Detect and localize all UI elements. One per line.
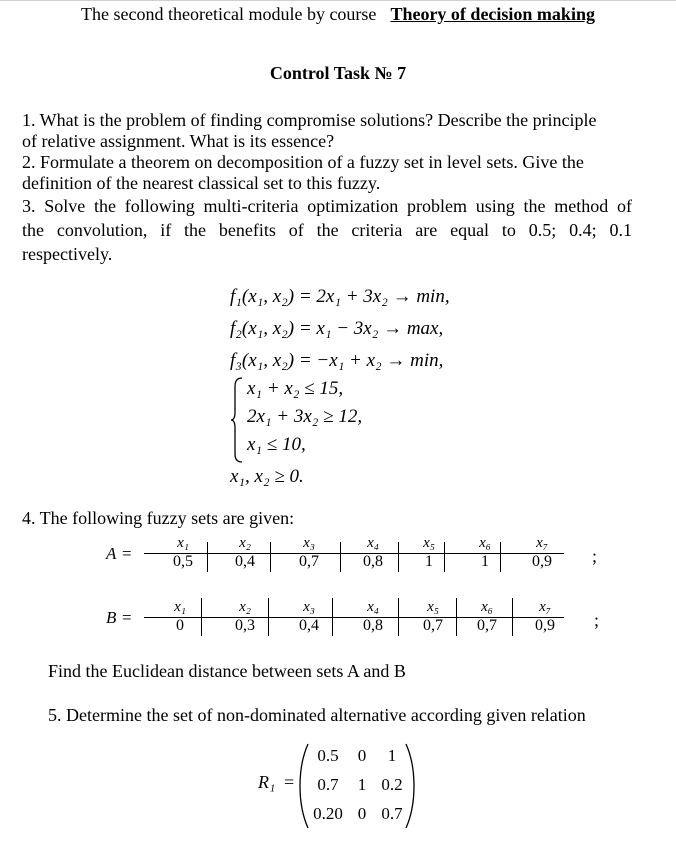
set-b-equals: = — [122, 608, 132, 627]
set-a-terminator: ; — [592, 546, 598, 566]
fuzzy-set-b — [0, 596, 676, 644]
matrix-cell: 0 — [357, 804, 367, 823]
set-b-name: B — [106, 608, 117, 627]
constraint-brace — [230, 376, 244, 470]
set-a-element-1 — [160, 534, 206, 572]
set-b-var: x₃ — [303, 599, 315, 615]
set-b-separator — [268, 598, 269, 636]
matrix-cell: 1 — [357, 775, 367, 794]
set-b-var: x₂ — [239, 599, 251, 615]
course-title: Theory of decision making — [390, 4, 595, 24]
set-b-element-2 — [222, 598, 268, 636]
set-a-element-4 — [350, 534, 396, 572]
question-2 — [22, 152, 632, 194]
set-a-value: 0,4 — [235, 553, 255, 570]
set-b-terminator: ; — [594, 610, 600, 630]
set-a-element-5 — [414, 534, 444, 572]
set-b-var: x₇ — [539, 599, 551, 615]
set-a-value: 0,5 — [173, 553, 193, 570]
fuzzy-set-a — [0, 532, 676, 580]
set-b-value: 0,8 — [363, 617, 383, 634]
set-a-var: x₄ — [367, 535, 379, 551]
set-b-value: 0 — [176, 617, 184, 634]
relation-equals: = — [284, 772, 295, 792]
set-a-value: 1 — [481, 553, 489, 570]
set-a-value: 1 — [425, 553, 433, 570]
objective-f2: f₂(x₁, x₂) = x₁ − 3x₂ → max, — [230, 318, 444, 339]
set-a-var: x₅ — [423, 535, 435, 551]
set-b-element-6 — [464, 598, 510, 636]
set-a-element-3 — [286, 534, 332, 572]
set-b-var: x₅ — [427, 599, 439, 615]
set-a-separator — [500, 542, 501, 572]
set-a-element-7 — [522, 534, 562, 572]
relation-matrix — [258, 742, 428, 830]
set-a-var: x₁ — [177, 535, 189, 551]
question-4: 4. The following fuzzy sets are given: — [22, 508, 295, 528]
question-1-line-1: 1. What is the problem of finding compromise solutions? Describe the principle — [22, 110, 597, 130]
set-a-value: 0,8 — [363, 553, 383, 570]
set-b-var: x₁ — [174, 599, 186, 615]
set-a-var: x₆ — [479, 535, 491, 551]
set-a-name: A — [106, 544, 117, 563]
matrix-cell: 0.7 — [381, 804, 403, 823]
set-b-separator — [332, 598, 333, 636]
set-a-separator — [340, 542, 341, 572]
question-1 — [22, 110, 632, 152]
set-a-value: 0,9 — [532, 553, 552, 570]
set-b-element-1 — [160, 598, 200, 636]
set-a-var: x₃ — [303, 535, 315, 551]
set-a-value: 0,7 — [299, 553, 319, 570]
module-text: The second theoretical module by course — [81, 4, 377, 24]
set-b-separator — [398, 598, 399, 636]
set-a-equals: = — [122, 544, 132, 563]
question-3-line-1: 3. Solve the following multi-criteria optimization problem using the method of — [22, 196, 632, 216]
set-a-separator — [444, 542, 445, 572]
left-brace-icon — [230, 376, 244, 464]
set-b-value: 0,7 — [477, 617, 497, 634]
question-2-line-1: 2. Formulate a theorem on decomposition of a fuzzy set in level sets. Give the — [22, 152, 584, 172]
matrix-cell: 0.5 — [317, 746, 339, 765]
matrix-cell: 0.20 — [313, 804, 343, 823]
set-b-element-4 — [350, 598, 396, 636]
question-4-find: Find the Euclidean distance between sets A and B — [48, 661, 406, 681]
question-5: 5. Determine the set of non-dominated alternative according given relation — [48, 705, 586, 725]
set-b-separator — [201, 598, 202, 636]
set-b-value: 0,7 — [423, 617, 443, 634]
set-a-element-6 — [470, 534, 500, 572]
set-a-separator — [207, 542, 208, 572]
matrix-cell: 0.2 — [381, 775, 403, 794]
set-b-element-7 — [522, 598, 568, 636]
objective-f1: f₁(x₁, x₂) = 2x₁ + 3x₂ → min, — [230, 286, 450, 307]
page-header — [0, 4, 676, 25]
question-1-line-2: of relative assignment. What is its essence? — [22, 131, 335, 151]
set-b-var: x₄ — [367, 599, 379, 615]
set-b-value: 0,3 — [235, 617, 255, 634]
set-a-separator — [398, 542, 399, 572]
set-a-var: x₂ — [239, 535, 251, 551]
matrix-cell: 0.7 — [317, 775, 339, 794]
objective-f3: f₃(x₁, x₂) = −x₁ + x₂ → min, — [230, 350, 444, 371]
question-3-line-3: respectively. — [22, 244, 113, 264]
set-b-value: 0,9 — [535, 617, 555, 634]
constraint-3: x₁ ≤ 10, — [247, 434, 306, 455]
question-3-line-2: the convolution, if the benefits of the criteria are equal to 0.5; 0.4; 0.1 — [22, 220, 632, 240]
task-title: Control Task № 7 — [269, 63, 407, 83]
nonnegativity: x₁, x₂ ≥ 0. — [230, 466, 304, 487]
set-b-separator — [512, 598, 513, 636]
set-b-var: x₆ — [481, 599, 493, 615]
set-a-separator — [270, 542, 271, 572]
top-rule — [0, 0, 676, 1]
constraint-2: 2x₁ + 3x₂ ≥ 12, — [247, 406, 363, 427]
set-a-element-2 — [222, 534, 268, 572]
set-b-value: 0,4 — [299, 617, 319, 634]
matrix-cell: 1 — [387, 746, 397, 765]
question-3 — [22, 194, 632, 266]
set-b-element-3 — [286, 598, 332, 636]
relation-name: R₁ — [258, 772, 276, 792]
set-b-separator — [456, 598, 457, 636]
set-b-element-5 — [410, 598, 456, 636]
constraint-1: x₁ + x₂ ≤ 15, — [247, 378, 344, 399]
question-2-line-2: definition of the nearest classical set to this fuzzy. — [22, 173, 381, 193]
set-a-var: x₇ — [536, 535, 548, 551]
matrix-cell: 0 — [357, 746, 367, 765]
